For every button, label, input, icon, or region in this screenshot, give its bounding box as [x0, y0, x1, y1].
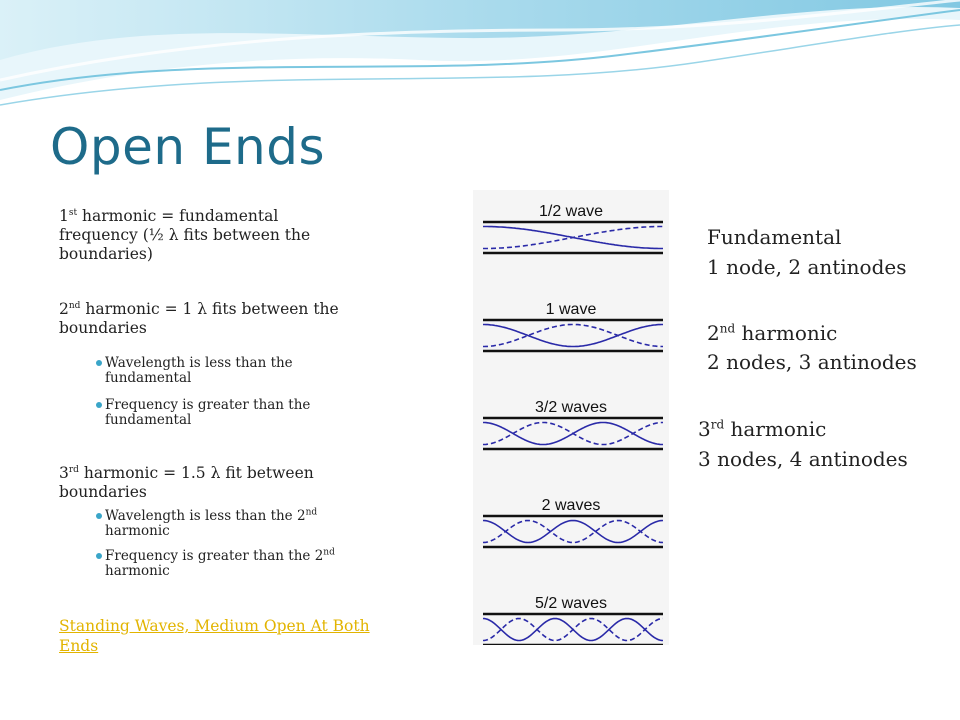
standing-waves-link[interactable]: Standing Waves, Medium Open At Both Ends [59, 617, 370, 655]
bullet-dot [96, 553, 102, 559]
p2-sup: nd [68, 300, 81, 311]
p2-number: 2 [59, 300, 69, 318]
wave-solid [483, 325, 663, 347]
bullet-dot [96, 513, 102, 519]
p3-text: harmonic = 1.5 λ fit between boundaries [59, 464, 314, 501]
p1-sup: st [68, 207, 78, 218]
wave-label: 1 wave [545, 301, 597, 318]
h2-sup: nd [719, 321, 736, 336]
third-harmonic-desc: 3 nodes, 4 antinodes [698, 447, 908, 471]
p1-text: harmonic = fundamental frequency (½ λ fits between the boundaries) [59, 207, 311, 263]
wave-solid [483, 521, 663, 543]
third-harmonic-title [698, 414, 826, 444]
fundamental-title: Fundamental [707, 225, 842, 249]
p3-b2-sup: nd [323, 547, 335, 558]
wave-dashed [483, 325, 663, 347]
wave-dashed [483, 227, 663, 249]
second-harmonic-title [707, 318, 837, 348]
p3-number: 3 [59, 464, 69, 482]
slide-title: Open Ends [50, 118, 326, 176]
p3-bullet-1 [105, 509, 365, 539]
p1-number: 1 [59, 207, 69, 225]
p3-b2-a: Frequency is greater than the 2 [105, 548, 324, 564]
wave-dashed [483, 423, 663, 445]
h2-word: harmonic [735, 321, 838, 345]
second-harmonic-desc: 2 nodes, 3 antinodes [707, 350, 917, 374]
h3-number: 3 [698, 417, 711, 441]
p3-b1-b: harmonic [105, 523, 170, 539]
waves-diagram [473, 190, 669, 645]
point-first-harmonic [59, 207, 359, 264]
p2-bullet-2: Frequency is greater than the fundamental [105, 397, 311, 428]
standing-waves-figure [473, 190, 669, 645]
point-second-harmonic [59, 300, 379, 338]
p3-b1-a: Wavelength is less than the 2 [105, 508, 306, 524]
wave-background [0, 0, 960, 130]
h3-sup: rd [710, 417, 725, 432]
p3-b1-sup: nd [305, 507, 318, 518]
h2-number: 2 [707, 321, 720, 345]
point-third-harmonic [59, 464, 359, 502]
wave-label: 1/2 wave [538, 203, 604, 220]
p2-bullet-1: Wavelength is less than the fundamental [105, 355, 293, 386]
p2-text: harmonic = 1 λ fits between the boundaries [59, 300, 339, 337]
wave-label: 3/2 waves [534, 399, 608, 416]
wave-label: 2 waves [541, 497, 601, 514]
wave-label: 5/2 waves [534, 595, 608, 612]
fundamental-desc: 1 node, 2 antinodes [707, 255, 907, 279]
p3-b2-b: harmonic [105, 563, 170, 579]
p3-sup: rd [68, 464, 79, 475]
h3-word: harmonic [724, 417, 827, 441]
bullet-dot [96, 402, 102, 408]
p3-bullet-2 [105, 549, 365, 579]
wave-dashed [483, 521, 663, 543]
bullet-dot [96, 360, 102, 366]
